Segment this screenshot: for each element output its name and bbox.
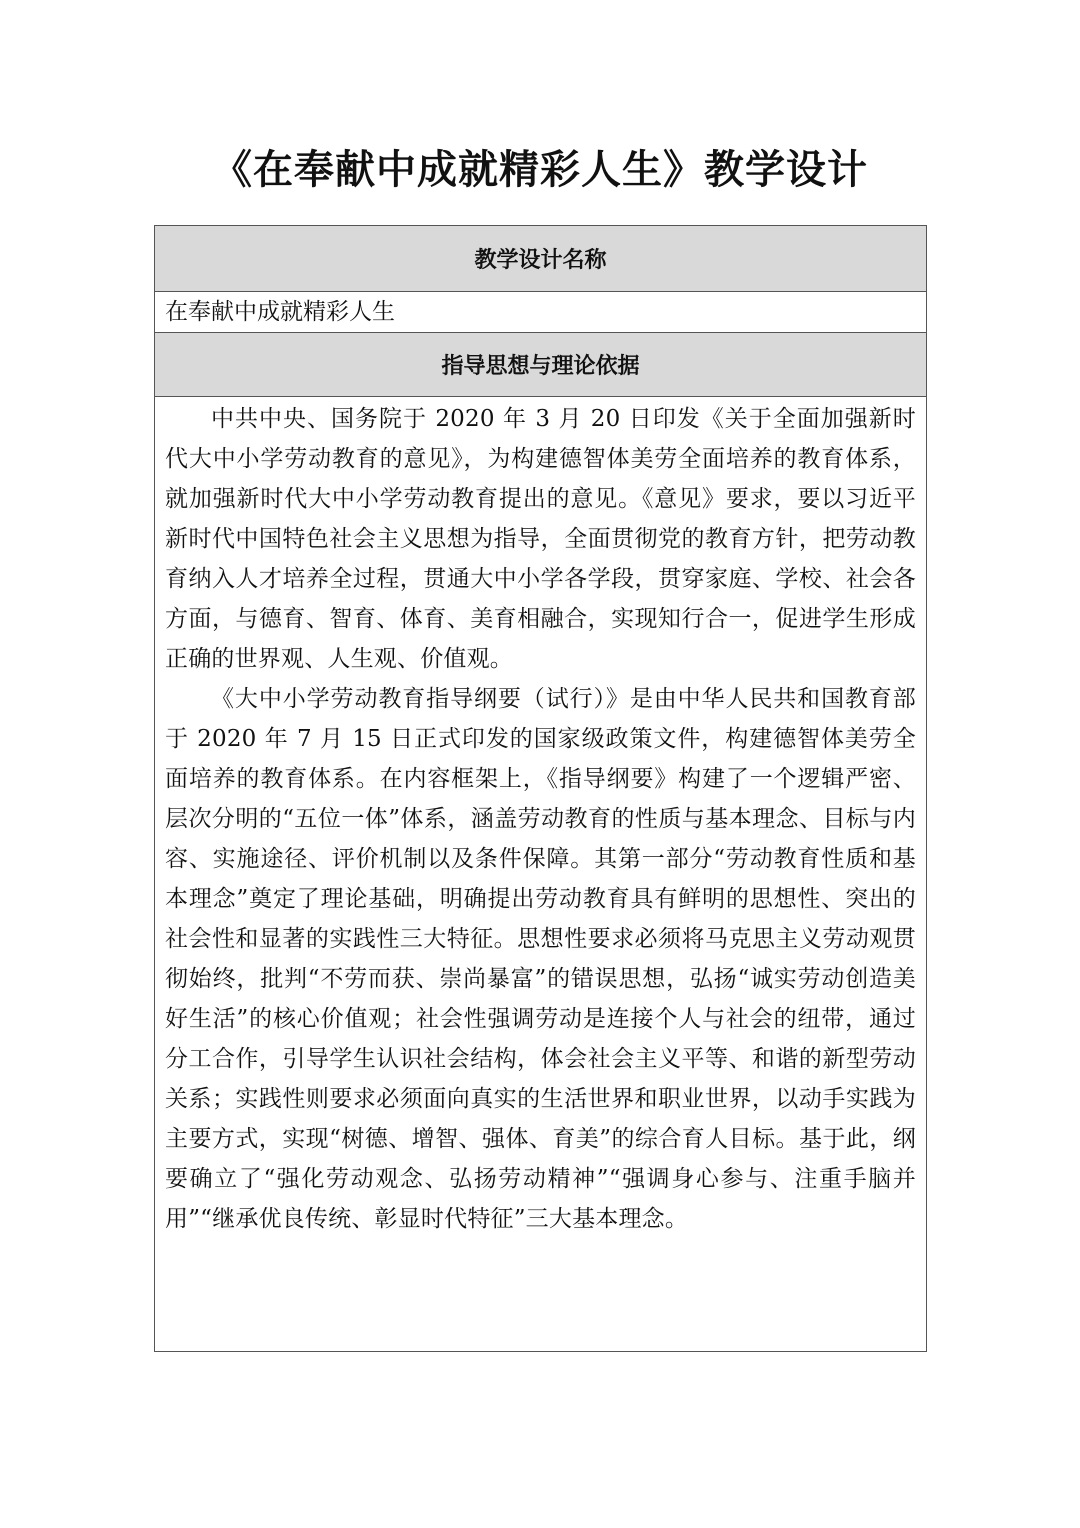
design-table: [154, 225, 927, 1352]
paragraph: 中共中央、国务院于 2020 年 3 月 20 日印发《关于全面加强新时代大中小学劳动教育的意见》，为构建德智体美劳全面培养的教育体系，就加强新时代大中小学劳动教育提出的意见。《意见》要求，要以习近平新时代中国特色社会主义思想为指导，全面贯彻党的教育方针，把劳动教育纳入人才培养全过程，贯通大中小学各学段，贯穿家庭、学校、社会各方面，与德育、智育、体育、美育相融合，实现知行合一，促进学生形成正确的世界观、人生观、价值观。: [165, 406, 916, 672]
section-header-guiding-ideology: 指导思想与理论依据: [155, 333, 926, 397]
document-title: 《在奉献中成就精彩人生》教学设计: [212, 147, 868, 193]
design-name-value: 在奉献中成就精彩人生: [155, 292, 926, 333]
section-header-design-name: 教学设计名称: [155, 226, 926, 292]
paragraph: 《大中小学劳动教育指导纲要（试行）》是由中华人民共和国教育部于 2020 年 7 月 15 日正式印发的国家级政策文件，构建德智体美劳全面培养的教育体系。在内容框架上，《指导纲要》构建了一个逻辑严密、层次分明的“五位一体”体系，涵盖劳动教育的性质与基本理念、目标与内容、实施途径、评价机制以及条件保障。其第一部分“劳动教育性质和基本理念”奠定了理论基础，明确提出劳动教育具有鲜明的思想性、突出的社会性和显著的实践性三大特征。思想性要求必须将马克思主义劳动观贯彻始终，批判“不劳而获、崇尚暴富”的错误思想，弘扬“诚实劳动创造美好生活”的核心价值观；社会性强调劳动是连接个人与社会的纽带，通过分工合作，引导学生认识社会结构，体会社会主义平等、和谐的新型劳动关系；实践性则要求必须面向真实的生活世界和职业世界，以动手实践为主要方式，实现“树德、增智、强体、育美”的综合育人目标。基于此，纲要确立了“强化劳动观念、弘扬劳动精神”“强调身心参与、注重手脑并用”“继承优良传统、彰显时代特征”三大基本理念。: [165, 686, 916, 1232]
guiding-ideology-body: [155, 397, 926, 1351]
